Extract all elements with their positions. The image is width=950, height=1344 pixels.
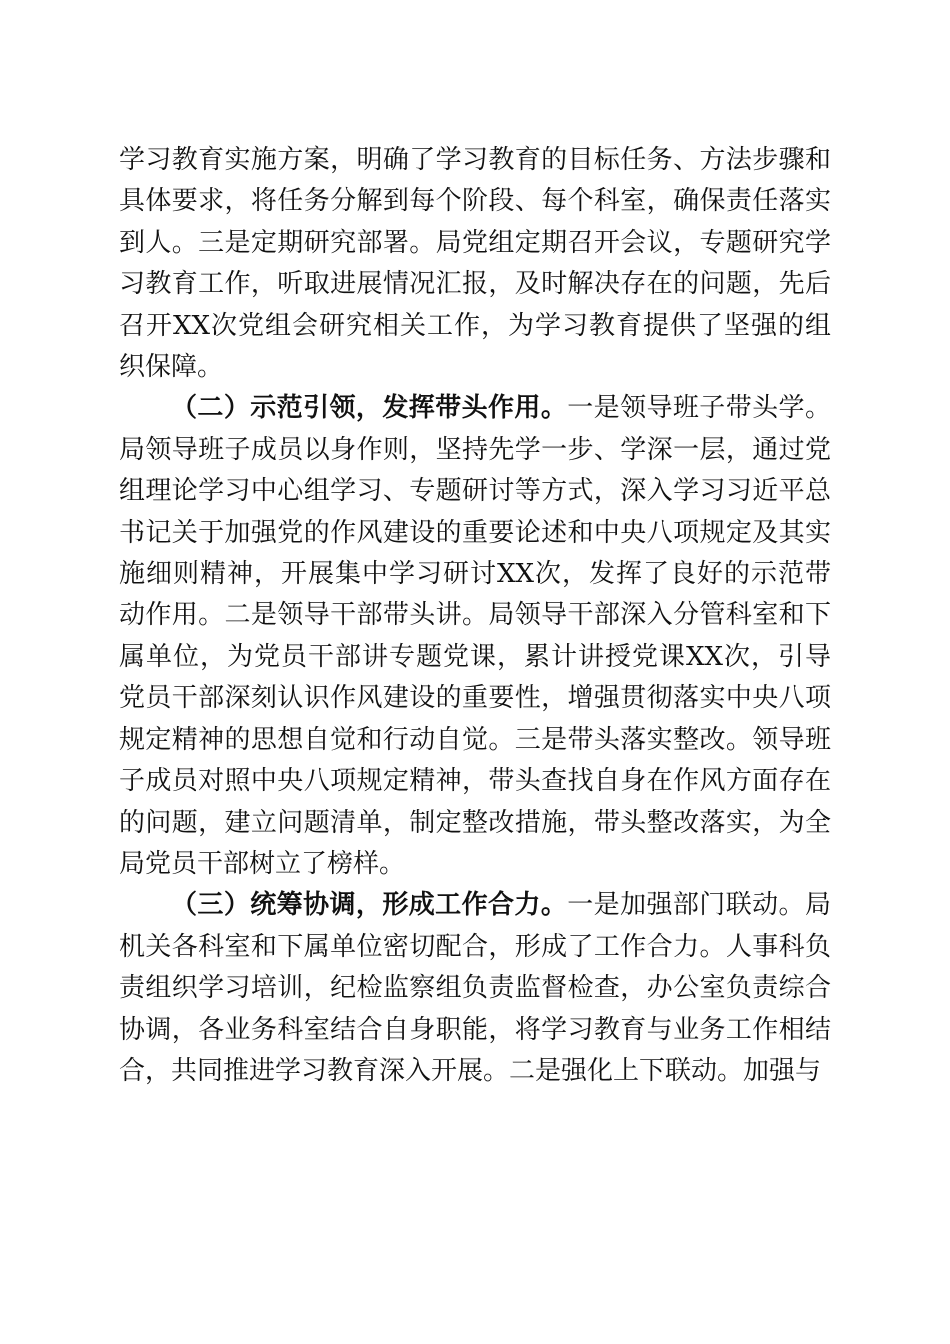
- paragraph-2-text: 一是领导班子带头学。局领导班子成员以身作则，坚持先学一步、学深一层，通过党组理论学习中心组学习、专题研讨等方式，深入学习习近平总书记关于加强党的作风建设的重要论述和中央八项规定及其实施细则精神，开展集中学习研讨XX次，发挥了良好的示范带动作用。二是领导干部带头讲。局领导干部深入分管科室和下属单位，为党员干部讲专题党课，累计讲授党课XX次，引导党员干部深刻认识作风建设的重要性，增强贯彻落实中央八项规定精神的思想自觉和行动自觉。三是带头落实整改。领导班子成员对照中央八项规定精神，带头查找自身在作风方面存在的问题，建立问题清单，制定整改措施，带头整改落实，为全局党员干部树立了榜样。: [119, 393, 831, 879]
- paragraph-2-heading: （二）示范引领，发挥带头作用。: [171, 393, 568, 424]
- paragraph-3: [119, 885, 831, 1092]
- paragraph-3-text: 一是加强部门联动。局机关各科室和下属单位密切配合，形成了工作合力。人事科负责组织学习培训，纪检监察组负责监督检查，办公室负责综合协调，各业务科室结合自身职能，将学习教育与业务工作相结合，共同推进学习教育深入开展。二是强化上下联动。加强与: [119, 890, 831, 1086]
- paragraph-1: [119, 140, 831, 388]
- paragraph-3-heading: （三）统筹协调，形成工作合力。: [171, 890, 568, 921]
- paragraph-1-text: 学习教育实施方案，明确了学习教育的目标任务、方法步骤和具体要求，将任务分解到每个阶段、每个科室，确保责任落实到人。三是定期研究部署。局党组定期召开会议，专题研究学习教育工作，听取进展情况汇报，及时解决存在的问题，先后召开XX次党组会研究相关工作，为学习教育提供了坚强的组织保障。: [119, 145, 831, 383]
- paragraph-2: [119, 388, 831, 885]
- document-body: [119, 140, 831, 1092]
